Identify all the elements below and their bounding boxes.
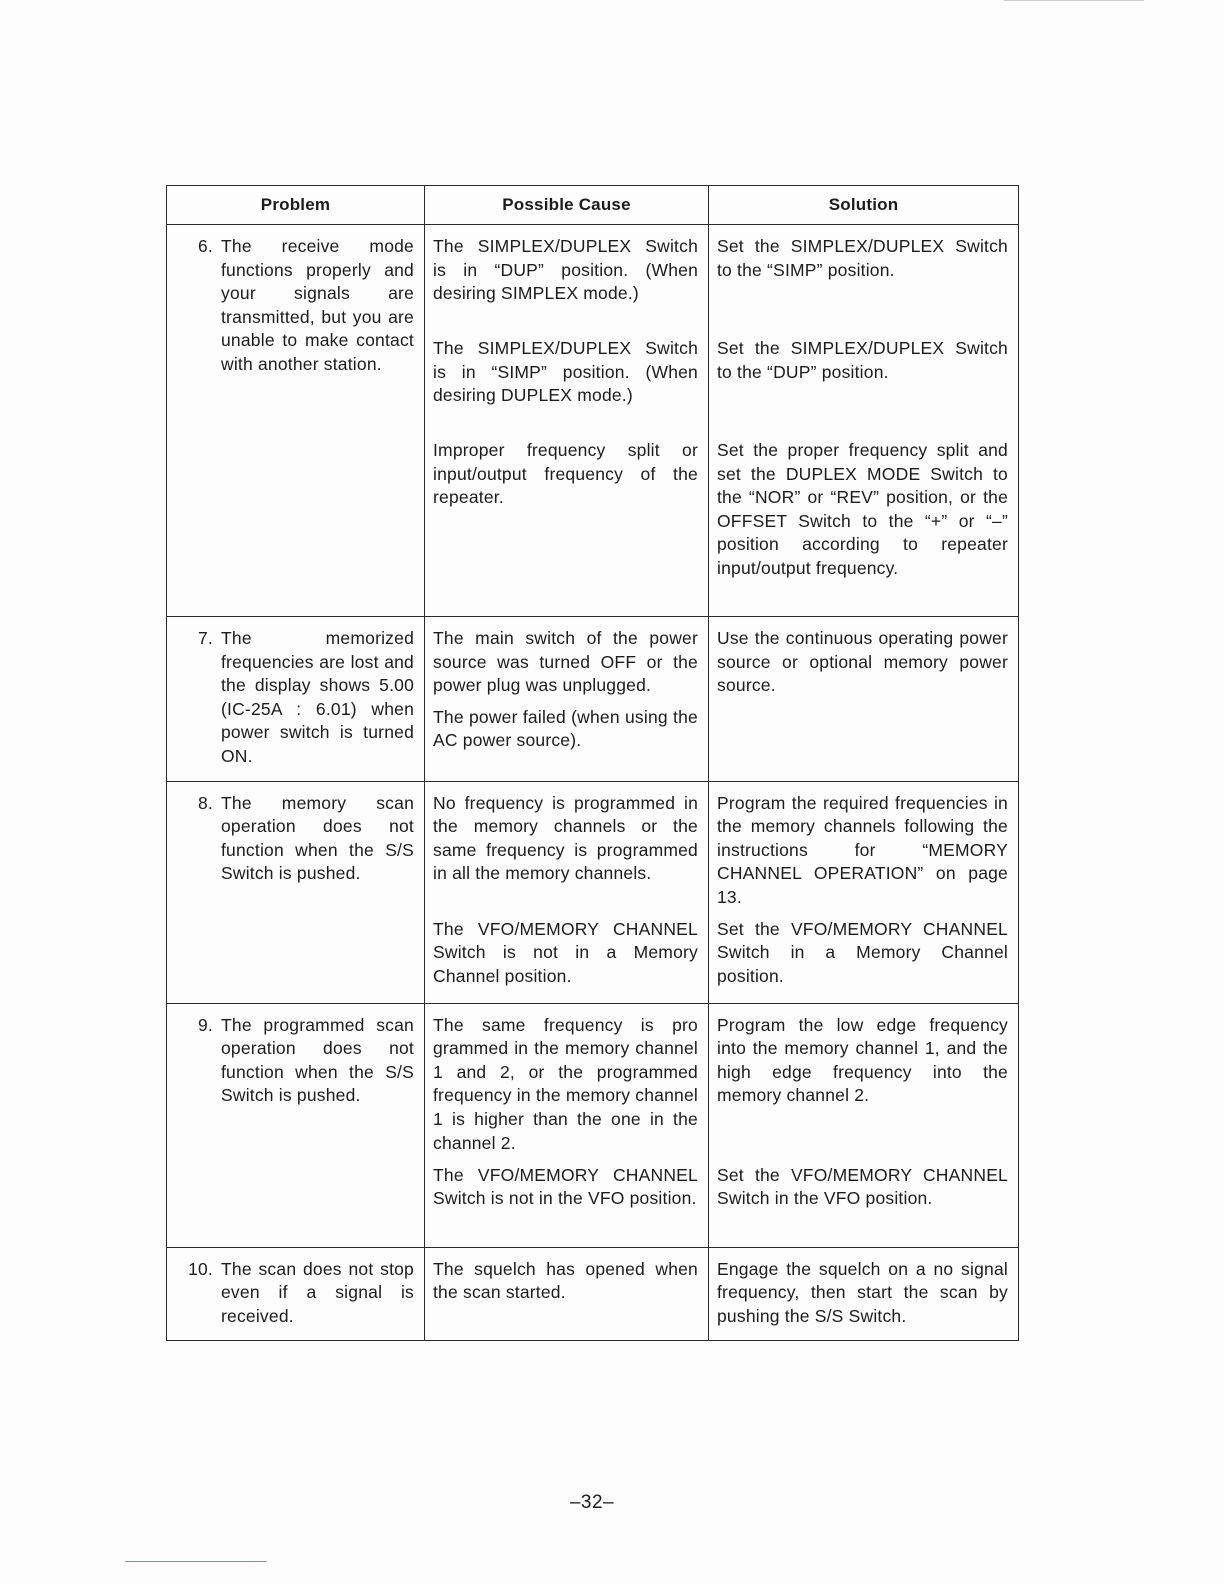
table-row xyxy=(167,1247,1019,1341)
solution-cell xyxy=(709,1003,1019,1247)
cause-text: No frequency is programmed in the memory channels or the same frequency is programmed in all the memory channels. xyxy=(433,792,698,884)
solution-text: Set the SIMPLEX/DUPLEX Switch to the “SIMP” position. xyxy=(717,236,1008,280)
problem-number: 6. xyxy=(198,236,213,256)
cause-cell xyxy=(425,781,709,1003)
problem-text: The scan does not stop even if a signal is received. xyxy=(221,1258,414,1326)
problem-text: The receive mode functions properly and your signals are transmitted, but you are unable to make contact with another station. xyxy=(221,236,414,374)
problem-cell xyxy=(167,781,425,1003)
bottom-rule xyxy=(125,1561,267,1562)
top-rule xyxy=(1004,0,1144,1)
problem-number: 7. xyxy=(198,628,213,648)
problem-number: 10. xyxy=(188,1258,213,1279)
solution-text: Use the continuous operating power source or optional memory power source. xyxy=(717,628,1008,696)
cause-cell xyxy=(425,1003,709,1247)
table-row xyxy=(167,617,1019,782)
cause-text: The VFO/MEMORY CHANNEL Switch is not in a Memory Channel position. xyxy=(433,918,698,986)
table-row xyxy=(167,1003,1019,1247)
cause-text: The SIMPLEX/DUPLEX Switch is in “SIMP” position. (When desiring DUPLEX mode.) xyxy=(433,338,698,406)
cause-text: The main switch of the power source was turned OFF or the power plug was unplugged. xyxy=(433,628,698,696)
problem-number: 9. xyxy=(198,1014,213,1035)
cause-text: The squelch has opened when the scan started. xyxy=(433,1258,698,1303)
solution-text: Program the low edge frequency into the memory channel 1, and the high edge frequency into the memory channel 2. xyxy=(717,1014,1008,1106)
problem-text: The memory scan operation does not function when the S/S Switch is pushed. xyxy=(221,792,414,884)
solution-cell xyxy=(709,1247,1019,1341)
cause-text: The power failed (when using the AC power source). xyxy=(433,706,698,751)
solution-text: Engage the squelch on a no signal frequency, then start the scan by pushing the S/S Switch. xyxy=(717,1258,1008,1326)
solution-cell xyxy=(709,225,1019,617)
solution-text: Set the VFO/MEMORY CHANNEL Switch in a Memory Channel position. xyxy=(717,918,1008,986)
header-row xyxy=(167,186,1019,225)
solution-text: Program the required frequencies in the memory channels following the instructions for “MEMORY CHANNEL OPERATION” on page 13. xyxy=(717,792,1008,907)
problem-number: 8. xyxy=(198,792,213,813)
problem-cell xyxy=(167,617,425,782)
cause-text: The SIMPLEX/DUPLEX Switch is in “DUP” position. (When desiring SIMPLEX mode.) xyxy=(433,236,698,304)
cause-cell xyxy=(425,1247,709,1341)
header-cause: Possible Cause xyxy=(425,186,709,225)
solution-cell xyxy=(709,781,1019,1003)
problem-cell xyxy=(167,1247,425,1341)
cause-text: The VFO/MEMORY CHANNEL Switch is not in the VFO position. xyxy=(433,1164,698,1209)
table-row xyxy=(167,225,1019,617)
problem-cell xyxy=(167,1003,425,1247)
header-problem: Problem xyxy=(167,186,425,225)
solution-text: Set the VFO/MEMORY CHANNEL Switch in the VFO position. xyxy=(717,1164,1008,1209)
solution-cell xyxy=(709,617,1019,782)
troubleshooting-table xyxy=(166,185,1019,1341)
table-row xyxy=(167,781,1019,1003)
cause-text: Improper frequency split or input/output frequency of the repeater. xyxy=(433,440,698,508)
cause-text: The same frequency is pro grammed in the memory channel 1 and 2, or the programmed frequency in the memory channel 1 is higher than the one in the channel 2. xyxy=(433,1014,698,1153)
page-number: –32– xyxy=(569,1492,615,1513)
solution-text: Set the proper frequency split and set the DUPLEX MODE Switch to the “NOR” or “REV” position, or the OFFSET Switch to the “+” or “–” position according to repeater input/output frequency. xyxy=(717,440,1008,578)
header-solution: Solution xyxy=(709,186,1019,225)
cause-cell xyxy=(425,617,709,782)
problem-text: The programmed scan operation does not function when the S/S Switch is pushed. xyxy=(221,1014,414,1106)
solution-text: Set the SIMPLEX/DUPLEX Switch to the “DUP” position. xyxy=(717,338,1008,382)
problem-text: The memorized frequencies are lost and the display shows 5.00 (IC-25A : 6.01) when power switch is turned ON. xyxy=(221,628,414,766)
problem-cell xyxy=(167,225,425,617)
cause-cell xyxy=(425,225,709,617)
